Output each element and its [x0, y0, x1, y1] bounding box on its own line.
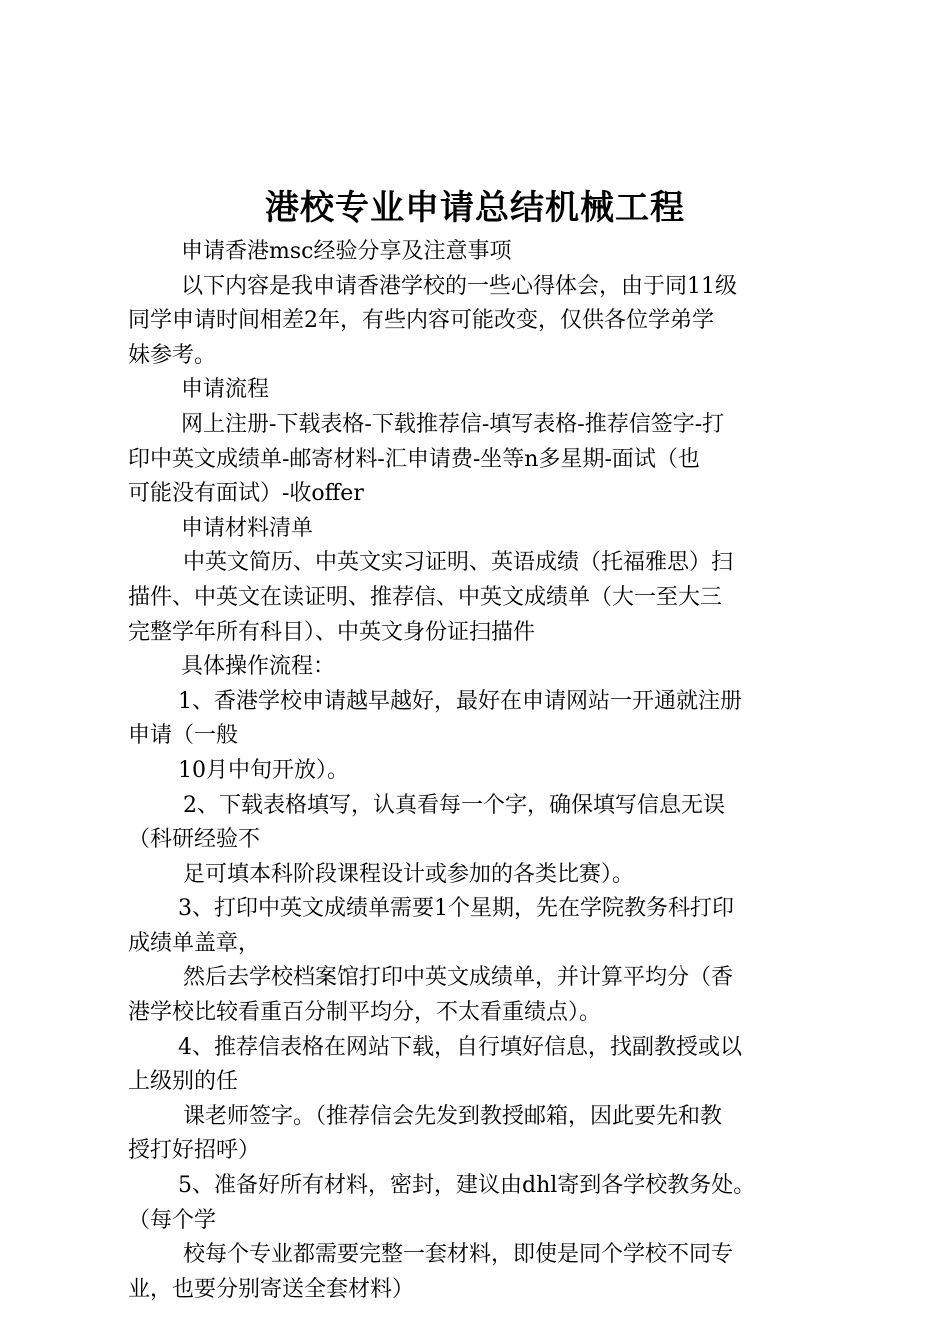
paragraph-line: 网上注册-下载表格-下载推荐信-填写表格-推荐信签字-打 [181, 411, 725, 437]
list-item-continuation: 然后去学校档案馆打印中英文成绩单，并计算平均分（香 [183, 965, 734, 991]
list-item-continuation: （科研经验不 [128, 827, 261, 853]
paragraph-line: 可能没有面试）-收offer [128, 481, 364, 507]
document-title: 港校专业申请总结机械工程 [265, 188, 685, 228]
section-heading: 具体操作流程： [181, 654, 336, 680]
list-item-continuation: 成绩单盖章， [128, 930, 261, 956]
section-heading: 申请流程 [181, 377, 270, 403]
list-item-continuation: （每个学 [128, 1207, 217, 1233]
paragraph-line: 以下内容是我申请香港学校的一些心得体会，由于同11级 [181, 273, 737, 299]
list-item-continuation: 授打好招呼） [128, 1138, 261, 1164]
list-item-continuation: 业，也要分别寄送全套材料） [128, 1276, 415, 1302]
list-item-continuation: 上级别的任 [128, 1069, 239, 1095]
list-item: 1、香港学校申请越早越好，最好在申请网站一开通就注册 [178, 688, 742, 714]
paragraph-line: 印中英文成绩单-邮寄材料-汇申请费-坐等n多星期-面试（也 [128, 446, 700, 472]
list-item-continuation: 申请（一般 [128, 723, 239, 749]
paragraph-line: 完整学年所有科目）、中英文身份证扫描件 [128, 619, 536, 645]
list-item: 2、下载表格填写，认真看每一个字，确保填写信息无误 [183, 792, 725, 818]
paragraph-line: 妹参考。 [128, 342, 217, 368]
list-item-continuation: 10月中旬开放）。 [178, 757, 349, 783]
document-body [128, 235, 838, 1307]
list-item: 3、打印中英文成绩单需要1个星期，先在学院教务科打印 [178, 896, 734, 922]
list-item: 5、准备好所有材料，密封，建议由dhl寄到各学校教务处。 [178, 1173, 756, 1199]
paragraph-line: 描件、中英文在读证明、推荐信、中英文成绩单（大一至大三 [128, 584, 723, 610]
list-item-continuation: 课老师签字。（推荐信会先发到教授邮箱，因此要先和教 [183, 1103, 723, 1129]
paragraph-line: 同学申请时间相差2年，有些内容可能改变，仅供各位学弟学 [128, 308, 714, 334]
section-heading: 申请材料清单 [181, 515, 314, 541]
list-item: 4、推荐信表格在网站下载，自行填好信息，找副教授或以 [178, 1034, 742, 1060]
list-item-continuation: 足可填本科阶段课程设计或参加的各类比赛）。 [183, 861, 635, 887]
paragraph-line: 中英文简历、中英文实习证明、英语成绩（托福雅思）扫 [183, 550, 734, 576]
list-item-continuation: 港学校比较看重百分制平均分，不太看重绩点）。 [128, 1000, 602, 1026]
paragraph-line: 申请香港msc经验分享及注意事项 [181, 239, 512, 264]
list-item-continuation: 校每个专业都需要完整一套材料，即使是同个学校不同专 [183, 1242, 734, 1268]
